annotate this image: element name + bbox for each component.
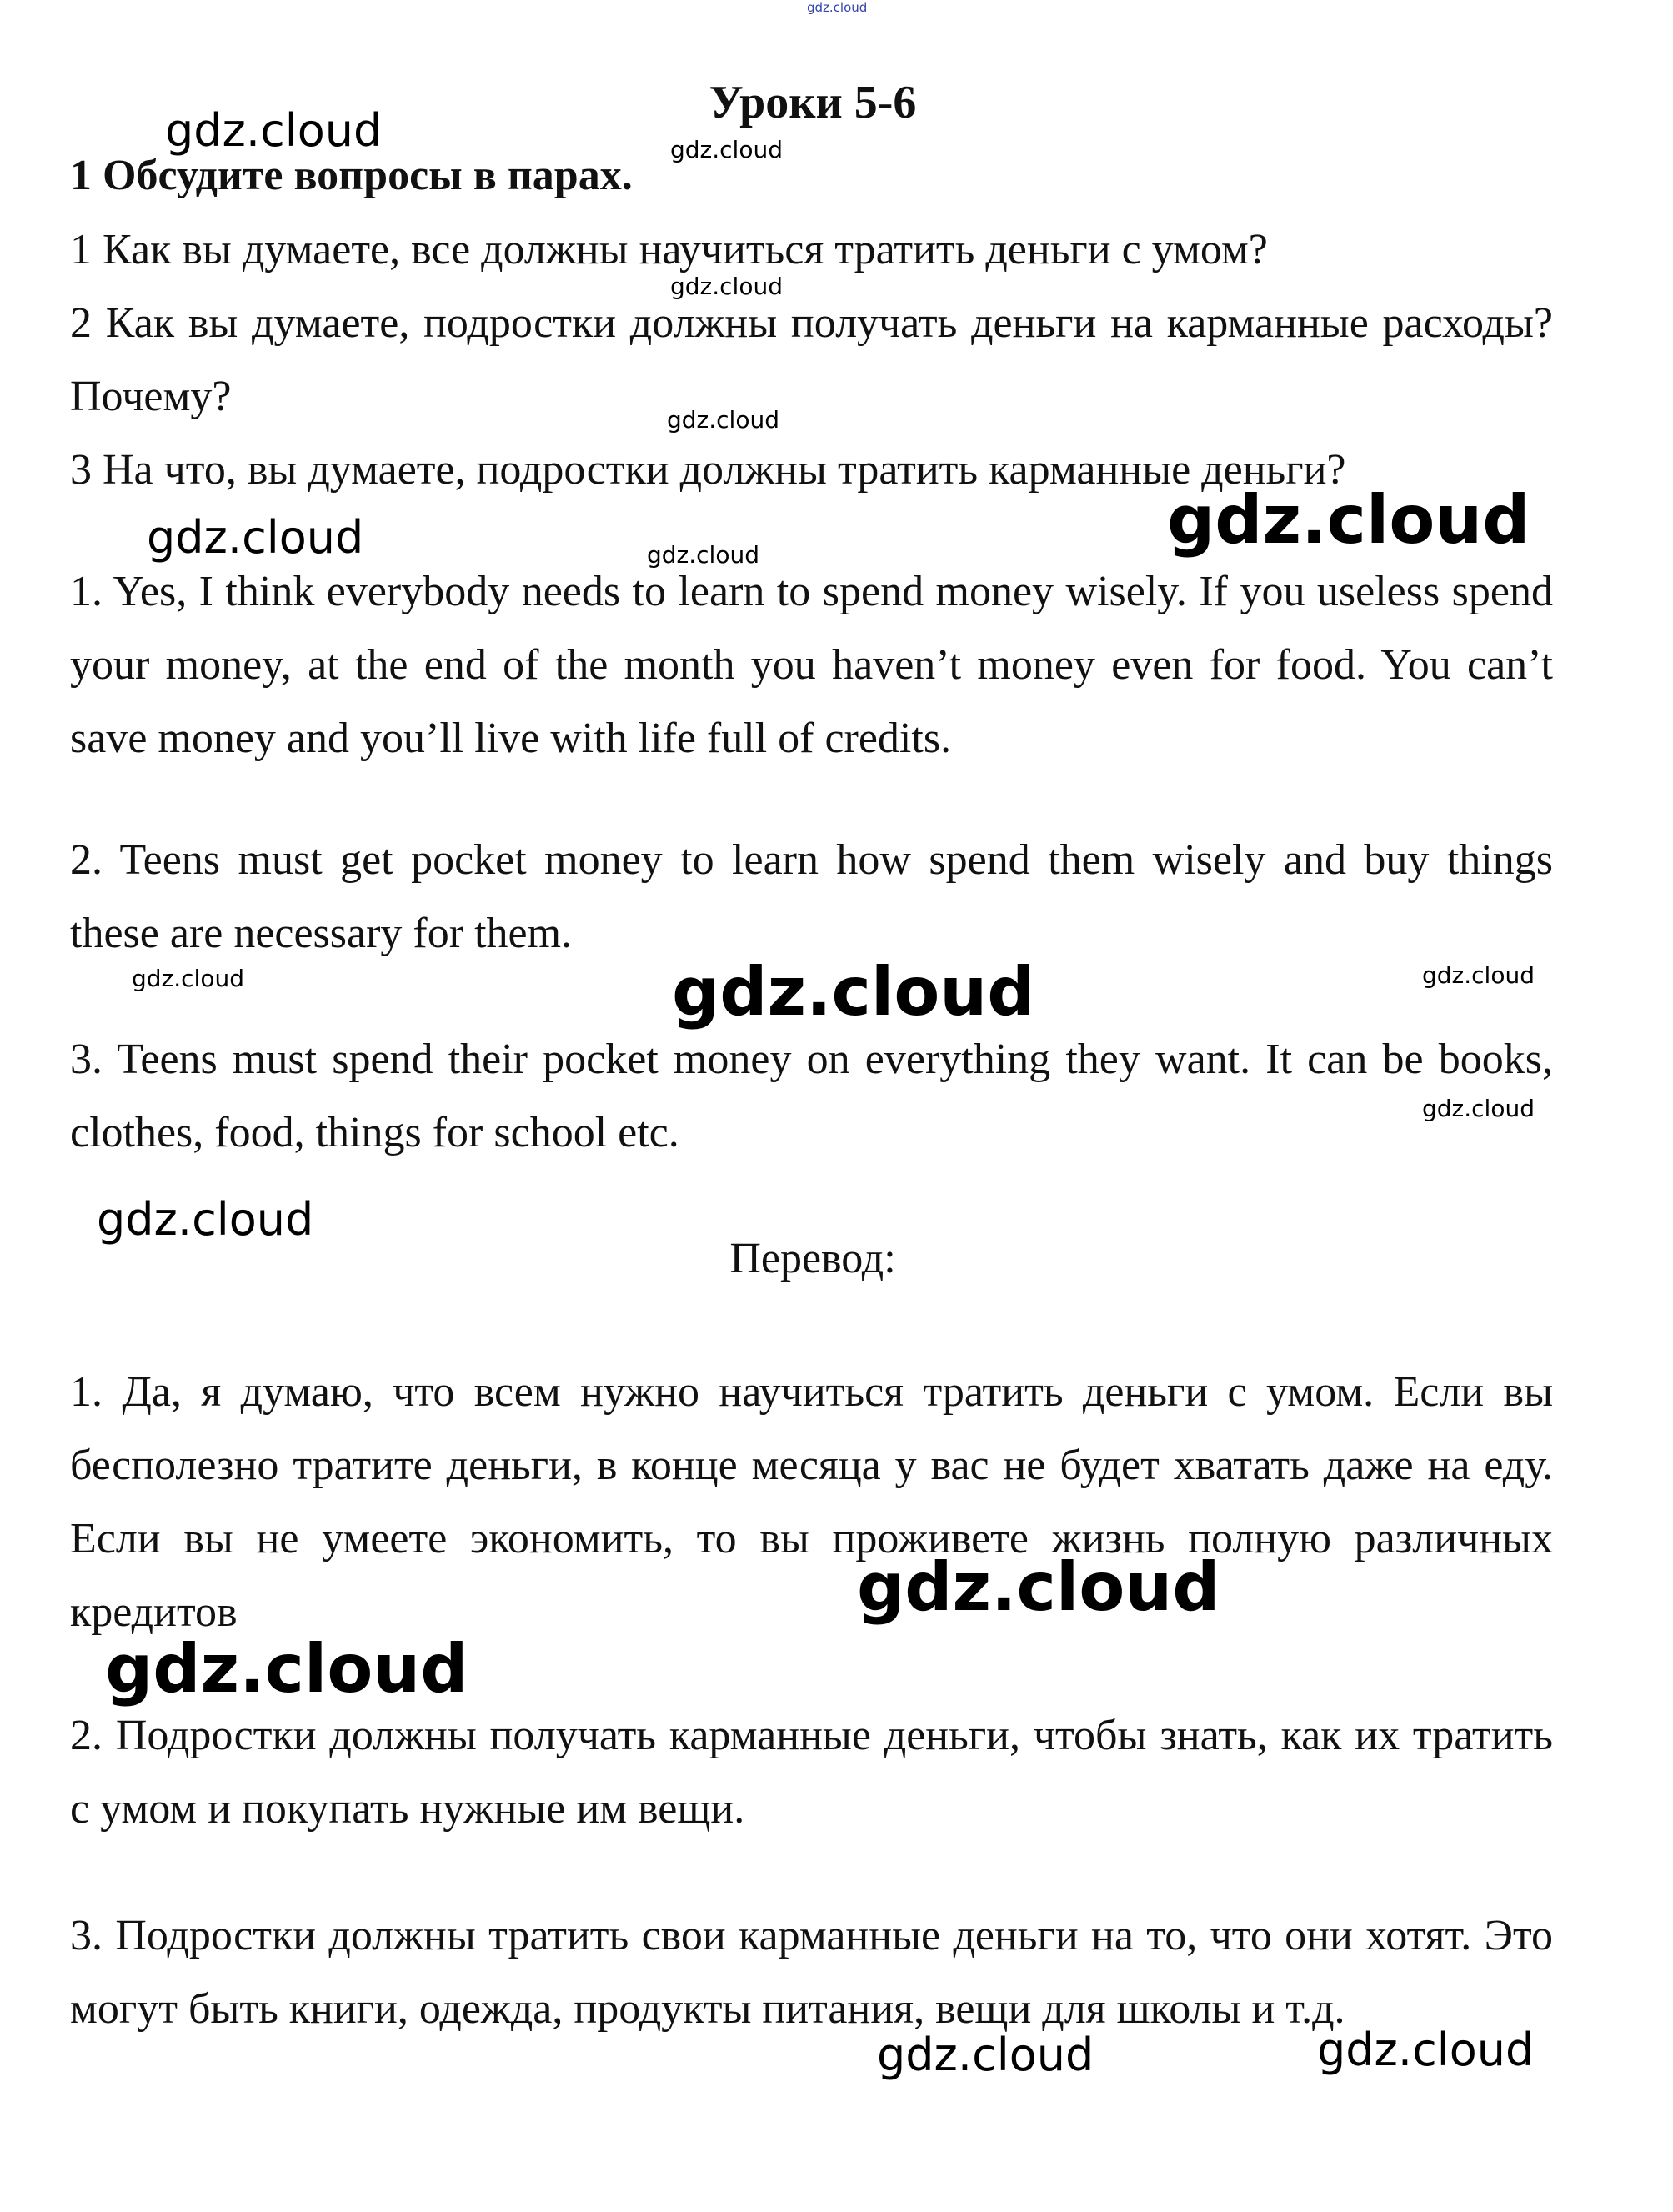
translation-2: 2. Подростки должны получать карманные деньги, чтобы знать, как их тратить с умом и покупать нужные им вещи.: [70, 1712, 1553, 1833]
watermark: gdz.cloud: [132, 965, 244, 992]
question-1: 1 Как вы думаете, все должны научиться тратить деньги с умом?: [70, 226, 1268, 273]
translation-label: Перевод:: [729, 1235, 896, 1282]
watermark: gdz.cloud: [165, 104, 383, 157]
answer-1: 1. Yes, I think everybody needs to learn to spend money wisely. If you useless spend your money, at the end of the month you haven’t money even for food. You can’t save money and you’ll live with life full of credits.: [70, 568, 1553, 762]
watermark: gdz.cloud: [147, 511, 364, 564]
watermark: gdz.cloud: [857, 1548, 1220, 1626]
answer-2: 2. Teens must get pocket money to learn how spend them wisely and buy things these are necessary for them.: [70, 836, 1553, 957]
watermark: gdz.cloud: [667, 406, 779, 434]
watermark: gdz.cloud: [670, 136, 783, 163]
watermark: gdz.cloud: [1422, 961, 1535, 989]
translation-1: 1. Да, я думаю, что всем нужно научиться тратить деньги с умом. Если вы бесполезно тратите деньги, в конце месяца у вас не будет хватать даже на еду. Если вы не умеете экономить, то вы проживете жизнь полную различных кредитов: [70, 1368, 1553, 1636]
question-2: 2 Как вы думаете, подростки должны получать деньги на карманные расходы? Почему?: [70, 299, 1553, 420]
watermark: gdz.cloud: [105, 1630, 468, 1708]
translation-3: 3. Подростки должны тратить свои карманные деньги на то, что они хотят. Это могут быть книги, одежда, продукты питания, вещи для школы и т.д.: [70, 1912, 1553, 2033]
watermark: gdz.cloud: [1317, 2024, 1535, 2076]
watermark: gdz.cloud: [1422, 1095, 1535, 1122]
answer-3: 3. Teens must spend their pocket money on everything they want. It can be books, clothes, food, things for school etc.: [70, 1036, 1553, 1156]
task-heading: 1 Обсудите вопросы в парах.: [70, 152, 633, 199]
watermark: gdz.cloud: [647, 541, 759, 569]
watermark: gdz.cloud: [1167, 481, 1530, 559]
watermark: gdz.cloud: [672, 953, 1035, 1031]
watermark: gdz.cloud: [877, 2029, 1094, 2081]
watermark: gdz.cloud: [807, 0, 868, 15]
page-title: Уроки 5-6: [709, 77, 917, 128]
watermark: gdz.cloud: [670, 273, 783, 300]
question-3: 3 На что, вы думаете, подростки должны тратить карманные деньги?: [70, 446, 1346, 494]
watermark: gdz.cloud: [97, 1193, 314, 1246]
